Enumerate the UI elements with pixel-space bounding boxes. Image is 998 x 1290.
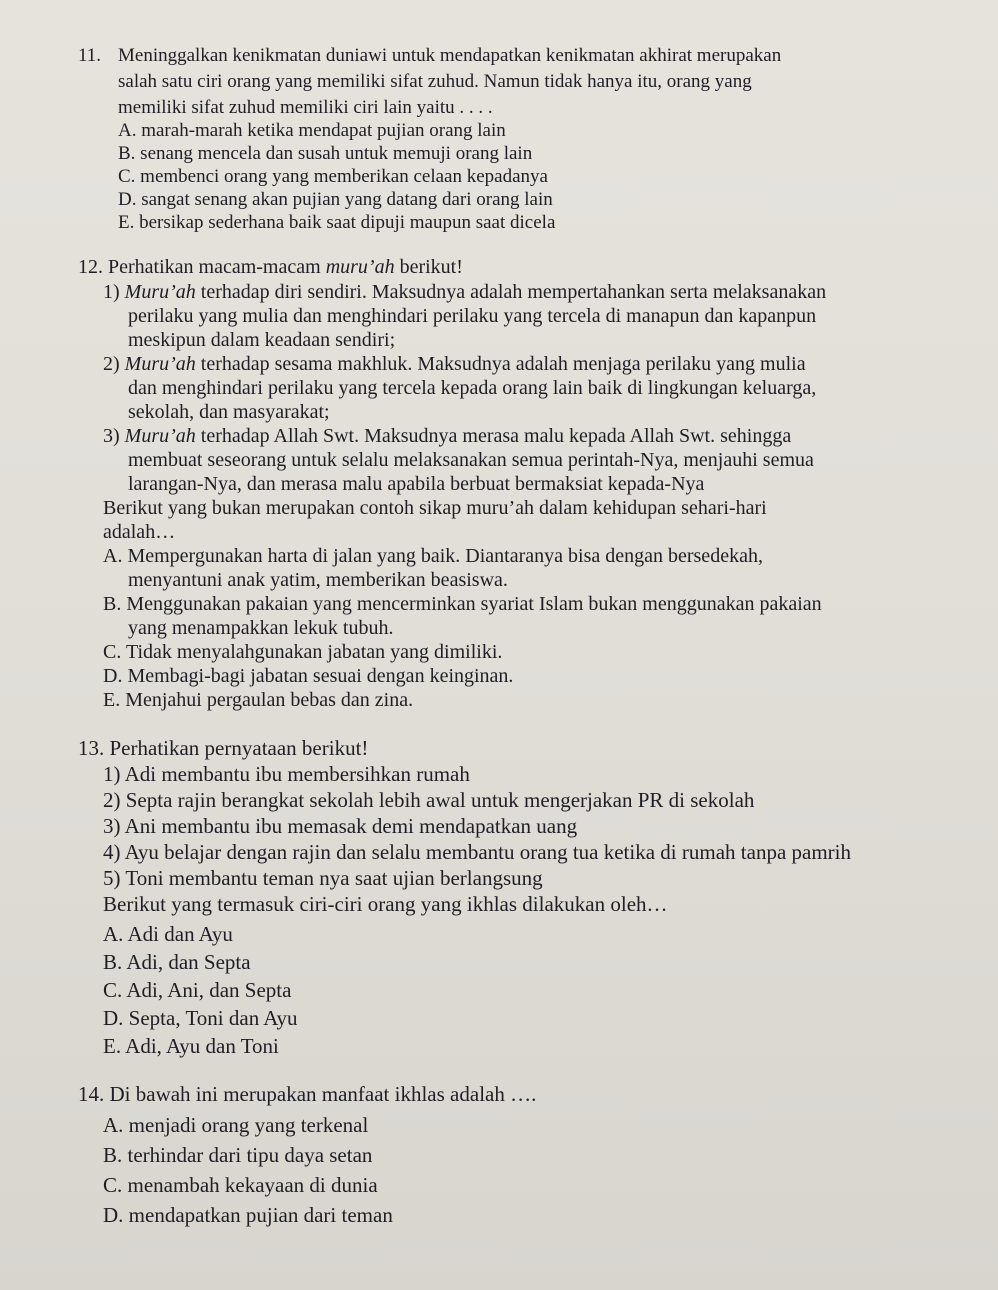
question-number: 12. bbox=[78, 256, 103, 278]
question-stem-line: memiliki sifat zuhud memiliki ciri lain yaitu . . . . bbox=[118, 97, 493, 118]
question-number: 13. bbox=[78, 736, 105, 760]
intro-text: Perhatikan pernyataan berikut! bbox=[109, 736, 369, 760]
question-intro bbox=[78, 738, 368, 759]
question-stem-line: salah satu ciri orang yang memiliki sifat zuhud. Namun tidak hanya itu, orang yang bbox=[118, 71, 752, 92]
intro-text: Perhatikan macam-macam bbox=[108, 256, 321, 278]
statement-1: 1) Adi membantu ibu membersihkan rumah bbox=[103, 762, 470, 786]
statement-5: 5) Toni membantu teman nya saat ujian berlangsung bbox=[103, 866, 543, 890]
answer-option-b[interactable]: B. Menggunakan pakaian yang mencerminkan syariat Islam bukan menggunakan pakaian bbox=[103, 593, 822, 615]
answer-option-d[interactable]: D. mendapatkan pujian dari teman bbox=[103, 1203, 393, 1227]
statement-term: Muru’ah bbox=[124, 281, 196, 303]
answer-option-b[interactable]: B. Adi, dan Septa bbox=[103, 950, 251, 974]
answer-option-e[interactable]: E. Adi, Ayu dan Toni bbox=[103, 1034, 279, 1058]
statement-2-line: dan menghindari perilaku yang tercela kepada orang lain baik di lingkungan keluarga, bbox=[128, 377, 817, 399]
statement-term: Muru’ah bbox=[124, 353, 196, 375]
statement-number: 3) bbox=[103, 425, 120, 447]
answer-option-d[interactable]: D. Septa, Toni dan Ayu bbox=[103, 1006, 298, 1030]
answer-option-c[interactable]: C. menambah kekayaan di dunia bbox=[103, 1173, 378, 1197]
answer-option-a[interactable]: A. Mempergunakan harta di jalan yang baik. Diantaranya bisa dengan bersedekah, bbox=[103, 545, 763, 567]
statement-1-line: perilaku yang mulia dan menghindari perilaku yang tercela di manapun dan kapanpun bbox=[128, 305, 817, 327]
answer-option-c[interactable]: C. Adi, Ani, dan Septa bbox=[103, 978, 292, 1002]
statement-3 bbox=[103, 426, 791, 446]
question-text: Berikut yang termasuk ciri-ciri orang yang ikhlas dilakukan oleh… bbox=[103, 892, 668, 916]
statement-3-line: larangan-Nya, dan merasa malu apabila berbuat bermaksiat kepada-Nya bbox=[128, 473, 705, 495]
question-intro bbox=[78, 257, 463, 277]
answer-option-b-cont[interactable]: yang menampakkan lekuk tubuh. bbox=[128, 617, 394, 639]
statement-4: 4) Ayu belajar dengan rajin dan selalu membantu orang tua ketika di rumah tanpa pamrih bbox=[103, 840, 851, 864]
statement-text: terhadap sesama makhluk. Maksudnya adalah menjaga perilaku yang mulia bbox=[200, 353, 806, 375]
intro-term: muru’ah bbox=[325, 256, 395, 278]
intro-end: berikut! bbox=[399, 256, 463, 278]
answer-option-c[interactable]: C. membenci orang yang memberikan celaan kepadanya bbox=[118, 166, 548, 187]
question-number: 11. bbox=[78, 45, 102, 66]
answer-option-e[interactable]: E. Menjahui pergaulan bebas dan zina. bbox=[103, 689, 414, 711]
statement-1-line: meskipun dalam keadaan sendiri; bbox=[128, 329, 396, 351]
answer-option-d[interactable]: D. sangat senang akan pujian yang datang dari orang lain bbox=[118, 189, 553, 210]
statement-2: 2) Septa rajin berangkat sekolah lebih awal untuk mengerjakan PR di sekolah bbox=[103, 788, 755, 812]
answer-option-a[interactable]: A. Adi dan Ayu bbox=[103, 922, 233, 946]
question-stem: Di bawah ini merupakan manfaat ikhlas adalah …. bbox=[109, 1082, 537, 1106]
statement-number: 2) bbox=[103, 353, 120, 375]
statement-2 bbox=[103, 354, 806, 374]
answer-option-d[interactable]: D. Membagi-bagi jabatan sesuai dengan keinginan. bbox=[103, 665, 514, 687]
statement-term: Muru’ah bbox=[124, 425, 196, 447]
statement-3-line: membuat seseorang untuk selalu melaksanakan semua perintah-Nya, menjauhi semua bbox=[128, 449, 814, 471]
statement-text: terhadap Allah Swt. Maksudnya merasa malu kepada Allah Swt. sehingga bbox=[200, 425, 792, 447]
question-stem-line: Meninggalkan kenikmatan duniawi untuk mendapatkan kenikmatan akhirat merupakan bbox=[118, 45, 782, 66]
statement-2-line: sekolah, dan masyarakat; bbox=[128, 401, 330, 423]
answer-option-a[interactable]: A. marah-marah ketika mendapat pujian orang lain bbox=[118, 120, 506, 141]
statement-3: 3) Ani membantu ibu memasak demi mendapatkan uang bbox=[103, 814, 578, 838]
statement-1 bbox=[103, 282, 826, 302]
answer-option-a[interactable]: A. menjadi orang yang terkenal bbox=[103, 1113, 369, 1137]
question-intro bbox=[78, 1084, 536, 1105]
answer-option-e[interactable]: E. bersikap sederhana baik saat dipuji maupun saat dicela bbox=[118, 212, 556, 233]
statement-number: 1) bbox=[103, 281, 120, 303]
answer-option-b[interactable]: B. terhindar dari tipu daya setan bbox=[103, 1143, 373, 1167]
question-text: adalah… bbox=[103, 521, 176, 543]
statement-text: terhadap diri sendiri. Maksudnya adalah mempertahankan serta melaksanakan bbox=[200, 281, 827, 303]
answer-option-b[interactable]: B. senang mencela dan susah untuk memuji orang lain bbox=[118, 143, 533, 164]
answer-option-c[interactable]: C. Tidak menyalahgunakan jabatan yang dimiliki. bbox=[103, 641, 503, 663]
question-text: Berikut yang bukan merupakan contoh sikap muru’ah dalam kehidupan sehari-hari bbox=[103, 497, 767, 519]
question-number: 14. bbox=[78, 1082, 105, 1106]
answer-option-a-cont[interactable]: menyantuni anak yatim, memberikan beasiswa. bbox=[128, 569, 508, 591]
